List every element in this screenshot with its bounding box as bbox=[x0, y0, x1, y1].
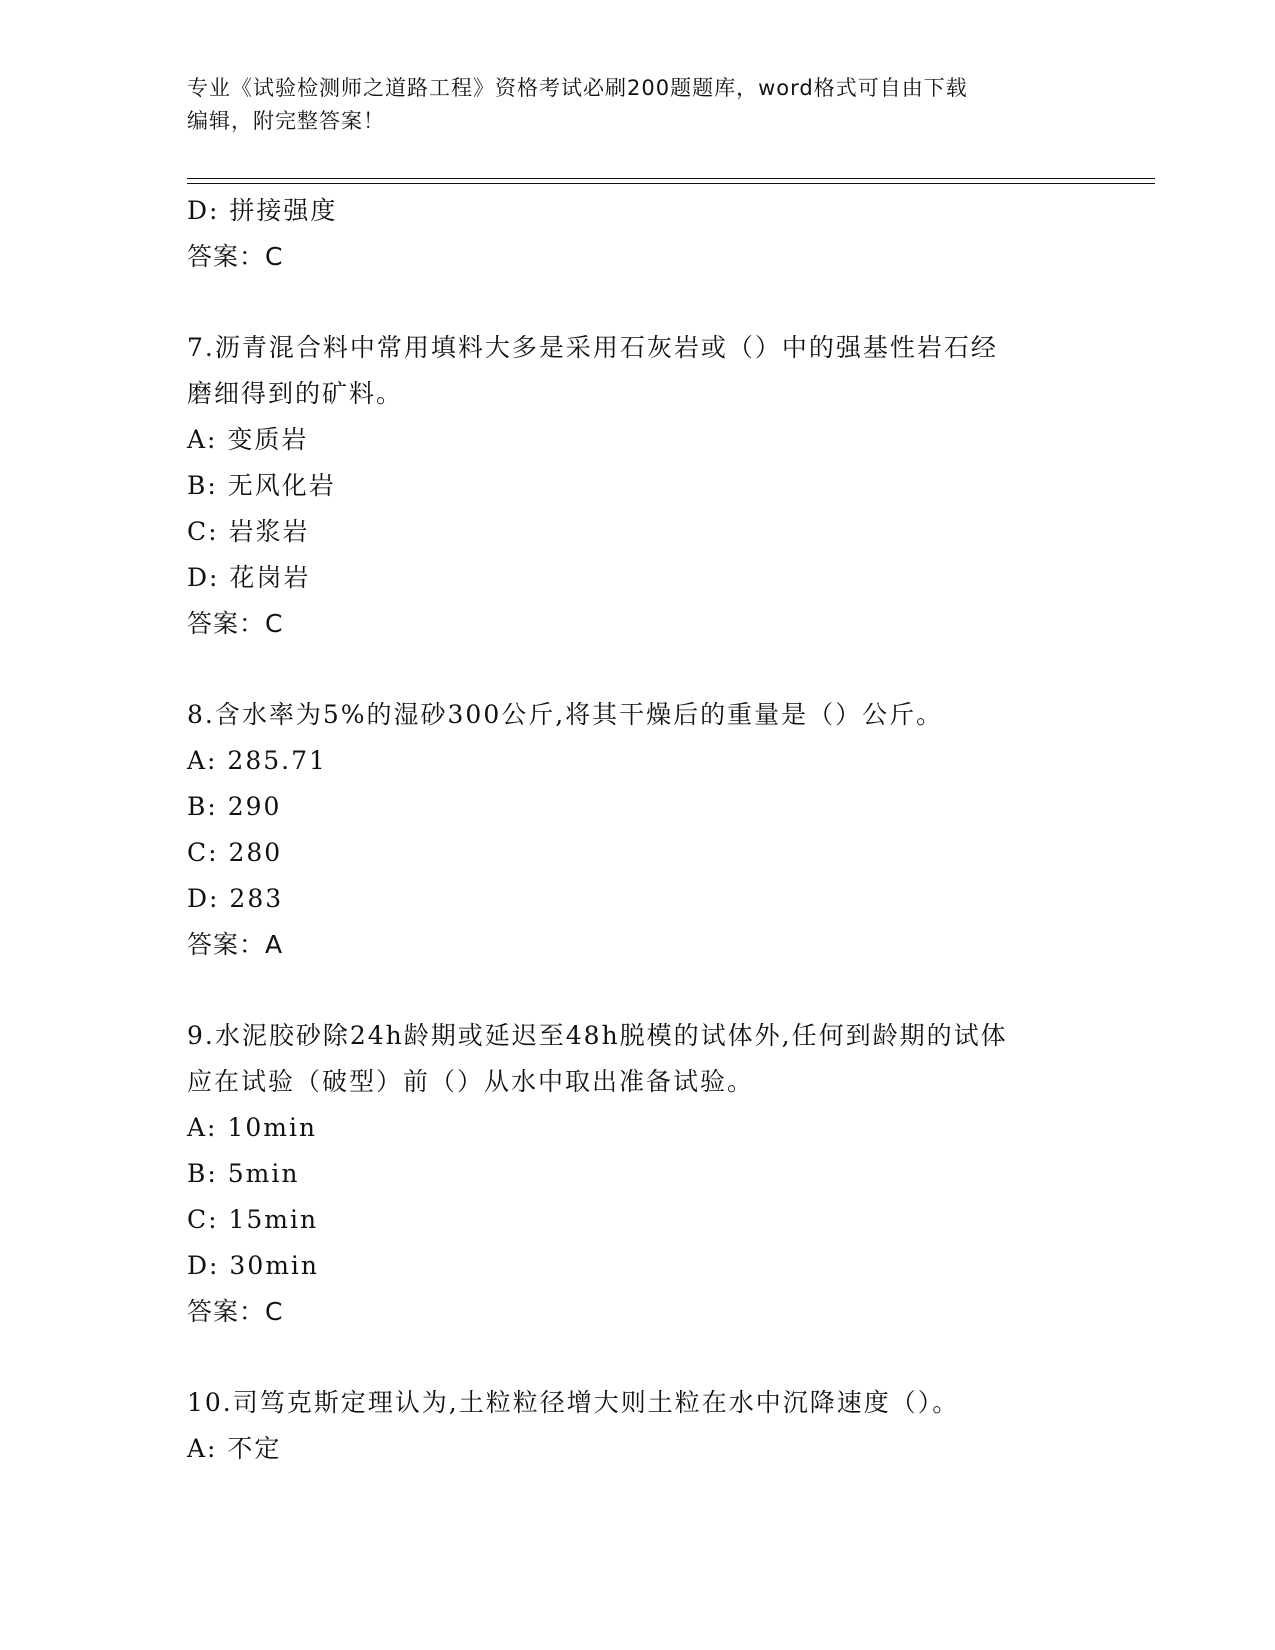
question-9 bbox=[187, 1013, 1087, 1335]
option-b: B: 290 bbox=[187, 792, 282, 821]
option-c: C: 280 bbox=[187, 838, 283, 867]
header-divider-top bbox=[187, 178, 1155, 179]
question-7 bbox=[187, 325, 1087, 647]
question-10 bbox=[187, 1380, 1087, 1472]
question-text-line-1: 8.含水率为5%的湿砂300公斤,将其干燥后的重量是（）公斤。 bbox=[187, 700, 944, 729]
question-text-line-1: 9.水泥胶砂除24h龄期或延迟至48h脱模的试体外,任何到龄期的试体 bbox=[187, 1021, 1008, 1050]
question-text-line-2: 应在试验（破型）前（）从水中取出准备试验。 bbox=[187, 1067, 755, 1096]
page-content bbox=[187, 188, 1087, 1472]
question-8 bbox=[187, 692, 1087, 968]
header-line-1: 专业《试验检测师之道路工程》资格考试必刷200题题库，word格式可自由下载 bbox=[187, 76, 968, 100]
answer: 答案：C bbox=[187, 1297, 284, 1326]
answer: 答案：A bbox=[187, 930, 284, 959]
option-c: C: 15min bbox=[187, 1205, 319, 1234]
answer: 答案：C bbox=[187, 242, 284, 271]
option-a: A: 变质岩 bbox=[187, 425, 309, 454]
header-divider-bottom bbox=[187, 183, 1155, 184]
option-d: D: 30min bbox=[187, 1251, 320, 1280]
header-line-2: 编辑，附完整答案！ bbox=[187, 109, 385, 133]
question-6-fragment bbox=[187, 188, 1087, 280]
option-d: D: 283 bbox=[187, 884, 284, 913]
option-b: B: 5min bbox=[187, 1159, 300, 1188]
option-a: A: 10min bbox=[187, 1113, 318, 1142]
question-text-line-1: 10.司笃克斯定理认为,土粒粒径增大则土粒在水中沉降速度（）。 bbox=[187, 1388, 960, 1417]
question-text-line-1: 7.沥青混合料中常用填料大多是采用石灰岩或（）中的强基性岩石经 bbox=[187, 333, 998, 362]
option-c: C: 岩浆岩 bbox=[187, 517, 310, 546]
option-d: D: 拼接强度 bbox=[187, 196, 338, 225]
option-a: A: 不定 bbox=[187, 1434, 282, 1463]
option-b: B: 无风化岩 bbox=[187, 471, 336, 500]
option-a: A: 285.71 bbox=[187, 746, 327, 775]
question-text-line-2: 磨细得到的矿料。 bbox=[187, 379, 404, 408]
option-d: D: 花岗岩 bbox=[187, 563, 311, 592]
document-header bbox=[187, 72, 1087, 138]
answer: 答案：C bbox=[187, 609, 284, 638]
